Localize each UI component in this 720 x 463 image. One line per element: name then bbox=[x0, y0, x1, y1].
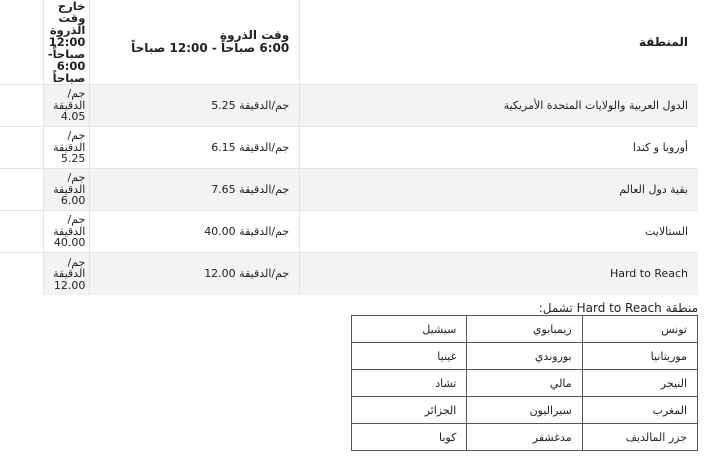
peak-rate-cell: جم/الدقيقة 40.00 bbox=[90, 211, 300, 253]
table-gutter bbox=[0, 127, 43, 169]
peak-header bbox=[90, 0, 300, 85]
offpeak-header: خارج وقت الذروة 12:00 صباحاً- 6:00 صباحاً bbox=[43, 0, 90, 85]
region-cell: الستالايت bbox=[300, 211, 698, 253]
country-cell: الجزائر bbox=[352, 397, 467, 424]
table-row bbox=[0, 85, 698, 127]
offpeak-rate-cell: جم/ الدقيقة 40.00 bbox=[43, 211, 90, 253]
table-row bbox=[352, 424, 698, 451]
country-cell: سيراليون bbox=[467, 397, 582, 424]
table-gutter bbox=[0, 85, 43, 127]
country-cell: تشاد bbox=[352, 370, 467, 397]
offpeak-rate-cell: جم/ الدقيقة 6.00 bbox=[43, 169, 90, 211]
country-cell: سيشيل bbox=[352, 316, 467, 343]
hard-to-reach-note: منطقة Hard to Reach تشمل: bbox=[538, 301, 698, 315]
table-row bbox=[0, 127, 698, 169]
country-cell: زيمبابوي bbox=[467, 316, 582, 343]
country-cell: المغرب bbox=[582, 397, 697, 424]
table-row bbox=[352, 370, 698, 397]
country-cell: مدغشقر bbox=[467, 424, 582, 451]
table-gutter bbox=[0, 211, 43, 253]
table-row bbox=[0, 253, 698, 295]
country-cell: كوبا bbox=[352, 424, 467, 451]
peak-rate-cell: جم/الدقيقة 6.15 bbox=[90, 127, 300, 169]
table-gutter bbox=[0, 253, 43, 295]
table-gutter bbox=[0, 0, 43, 85]
country-cell: جزر المالديف bbox=[582, 424, 697, 451]
country-cell: موريتانيا bbox=[582, 343, 697, 370]
table-row bbox=[352, 343, 698, 370]
region-header: المنطقة bbox=[300, 0, 698, 85]
peak-header-line1: وقت الذروة bbox=[220, 28, 290, 42]
offpeak-rate-cell: جم/ الدقيقة 4.05 bbox=[43, 85, 90, 127]
country-cell: مالي bbox=[467, 370, 582, 397]
offpeak-rate-cell: جم/ الدقيقة 12.00 bbox=[43, 253, 90, 295]
country-cell: بوروندي bbox=[467, 343, 582, 370]
offpeak-rate-cell: جم/ الدقيقة 5.25 bbox=[43, 127, 90, 169]
table-row bbox=[0, 169, 698, 211]
table-row bbox=[352, 316, 698, 343]
region-cell: بقية دول العالم bbox=[300, 169, 698, 211]
region-cell: أوروبا و كندا bbox=[300, 127, 698, 169]
country-cell: تونس bbox=[582, 316, 697, 343]
countries-table bbox=[351, 315, 698, 451]
region-cell: الدول العربية والولايات المتحدة الأمريكية bbox=[300, 85, 698, 127]
peak-header-line2: 6:00 صباحاً - 12:00 صباحاً bbox=[131, 41, 290, 55]
region-cell: Hard to Reach bbox=[300, 253, 698, 295]
country-cell: غينيا bbox=[352, 343, 467, 370]
table-row bbox=[352, 397, 698, 424]
peak-rate-cell: جم/الدقيقة 7.65 bbox=[90, 169, 300, 211]
peak-rate-cell: جم/الدقيقة 12.00 bbox=[90, 253, 300, 295]
peak-rate-cell: جم/الدقيقة 5.25 bbox=[90, 85, 300, 127]
rates-header-row bbox=[0, 0, 698, 85]
table-row bbox=[0, 211, 698, 253]
table-gutter bbox=[0, 169, 43, 211]
country-cell: النيجر bbox=[582, 370, 697, 397]
